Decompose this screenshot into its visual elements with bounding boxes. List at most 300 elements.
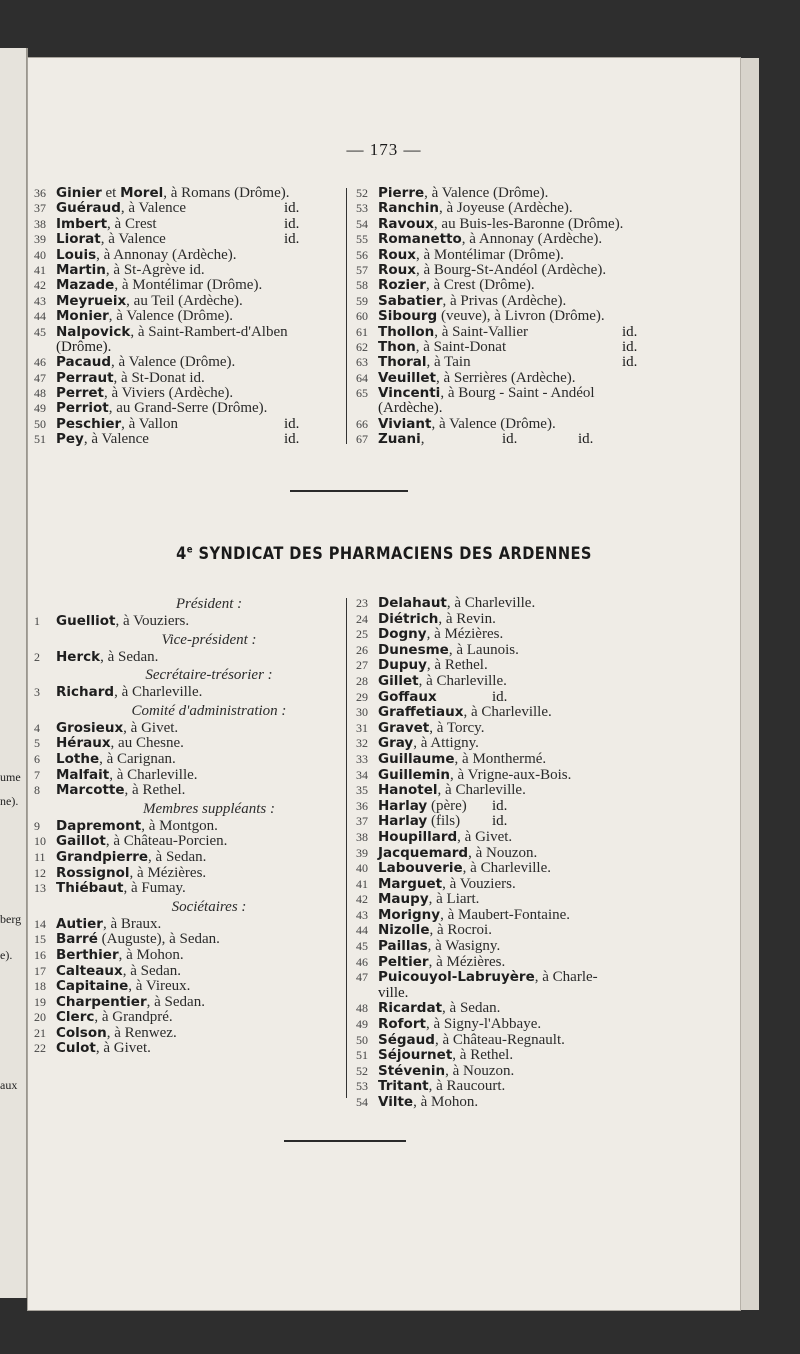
member-name: Paillas — [378, 938, 428, 955]
list-item — [356, 799, 736, 815]
member-location: , à Charleville. — [462, 860, 551, 877]
entry-number: 50 — [356, 1032, 368, 1047]
list-item — [34, 783, 344, 799]
list2-left-column — [34, 594, 344, 1057]
member-name: Thon — [378, 338, 416, 355]
ditto-mark: id. — [284, 215, 300, 232]
list-item — [356, 861, 736, 877]
member-location: , à Valence (Drôme). — [424, 185, 549, 201]
member-name: Tritant — [378, 1078, 429, 1095]
list-item — [356, 705, 736, 721]
member-location: , à Givet. — [123, 719, 179, 736]
member-location: , à Vouziers. — [442, 875, 516, 892]
member-location: , à Saint-Donat — [415, 338, 507, 355]
member-location: , à Attigny. — [413, 735, 479, 752]
member-location: , à Valence (Drôme). — [431, 415, 556, 432]
list-item — [356, 955, 736, 971]
member-location: , à Sedan. — [100, 648, 159, 665]
entry-number: 46 — [34, 355, 46, 370]
list-item — [34, 432, 356, 447]
member-name: Perraut — [56, 369, 114, 386]
list-item — [34, 995, 344, 1011]
member-name: Stévenin — [378, 1062, 446, 1079]
list-item — [34, 340, 356, 355]
list-item — [34, 278, 356, 293]
member-name: Romanetto — [378, 231, 462, 248]
member-location: , à Charleville. — [446, 595, 536, 611]
list-item — [34, 417, 356, 432]
ditto-mark: id. — [492, 813, 508, 830]
member-location: , à Charleville. — [463, 704, 552, 721]
list-item — [34, 650, 344, 666]
member-location: , à Revin. — [438, 610, 496, 627]
member-location: , à Mohon. — [413, 1094, 479, 1110]
entry-number: 36 — [34, 186, 46, 200]
entry-number: 44 — [34, 309, 46, 324]
ditto-mark: id. — [284, 431, 300, 448]
member-location: , à Rethel. — [452, 1047, 514, 1064]
entry-number: 30 — [356, 705, 368, 720]
list-item — [34, 401, 356, 416]
list-item — [356, 596, 736, 612]
list-item — [34, 721, 344, 737]
member-location: , — [420, 431, 425, 448]
entry-number: 43 — [34, 293, 46, 308]
entry-number: 51 — [34, 432, 46, 447]
list-item — [356, 1048, 736, 1064]
entry-number: 49 — [356, 1017, 368, 1032]
member-name: Peltier — [378, 953, 429, 970]
member-location: , à Romans (Drôme). — [163, 185, 290, 201]
member-name: Capitaine — [56, 978, 129, 995]
entry-number: 26 — [356, 642, 368, 657]
list-item — [356, 294, 736, 309]
page-edge — [740, 58, 759, 1310]
member-location: , à Bourg - Saint - Andéol — [440, 385, 595, 402]
entry-number: 42 — [34, 278, 46, 293]
member-name: Martin — [56, 261, 106, 278]
previous-page-edge — [0, 48, 28, 1298]
page-number: — 173 — — [346, 140, 422, 159]
list-item — [34, 294, 356, 309]
member-name: Nizolle — [378, 922, 430, 939]
member-role-heading: Président : — [175, 596, 243, 612]
entry-number: 48 — [34, 386, 46, 401]
member-name: Vincenti — [378, 385, 441, 402]
list-item — [34, 309, 356, 324]
entry-continuation: (Ardèche). — [378, 400, 443, 417]
member-name: Guelliot — [56, 613, 116, 629]
member-name: Marcotte — [56, 782, 125, 799]
member-location: , à Liart. — [428, 891, 480, 908]
entry-number: 28 — [356, 673, 368, 688]
entry-number: 48 — [356, 1001, 368, 1016]
member-location: , à Rocroi. — [429, 922, 492, 939]
member-location: , à Montgon. — [141, 817, 218, 834]
member-location: , à Sedan. — [122, 962, 182, 979]
entry-number: 54 — [356, 216, 368, 231]
member-name: Graffetiaux — [378, 704, 464, 721]
entry-number: 66 — [356, 416, 368, 431]
member-name: Morel — [120, 185, 164, 201]
member-name: Dupuy — [378, 657, 427, 674]
list-item — [356, 432, 736, 447]
member-location: , à Vallon — [121, 415, 178, 432]
member-location: , à Mézières. — [426, 626, 504, 643]
member-name: Hanotel — [378, 782, 438, 799]
entry-number: 22 — [34, 1041, 46, 1056]
entry-number: 44 — [356, 923, 368, 938]
list-item — [34, 1026, 344, 1042]
entry-number: 59 — [356, 293, 368, 308]
ditto-mark: id. — [492, 688, 508, 705]
member-name: Monier — [56, 308, 109, 325]
entry-number: 53 — [356, 201, 368, 216]
member-name: Puicouyol-Labruyère — [378, 969, 535, 986]
list-item — [356, 830, 736, 846]
member-location: , à Saint-Rambert-d'Alben — [130, 323, 288, 340]
list-item — [356, 355, 736, 370]
member-name: Héraux — [56, 735, 111, 752]
list-item — [356, 201, 736, 216]
member-location: (fils) — [427, 813, 461, 830]
ditto-mark: id. — [492, 797, 508, 814]
entry-number: 41 — [34, 262, 46, 277]
list-item — [356, 690, 736, 706]
member-name: Dogny — [378, 626, 427, 643]
member-name: Perret — [56, 385, 104, 402]
member-location: , à Annonay (Ardèche). — [96, 246, 237, 263]
entry-number: 63 — [356, 355, 368, 370]
entry-number: 21 — [34, 1025, 46, 1040]
member-name: Goffaux — [378, 688, 437, 705]
member-location: , à Joyeuse (Ardèche). — [438, 200, 573, 217]
member-location: , à Vouziers. — [115, 613, 190, 629]
member-name: Jacquemard — [378, 844, 469, 861]
member-location: , à Charleville. — [437, 782, 526, 799]
member-location: et — [101, 185, 121, 201]
member-location: (Auguste), à Sedan. — [97, 931, 220, 948]
member-name: Culot — [56, 1040, 96, 1057]
list-item — [356, 309, 736, 324]
member-location: , au Grand-Serre (Drôme). — [108, 400, 268, 417]
entry-number: 45 — [34, 324, 46, 339]
member-name: Zuani — [378, 431, 421, 448]
member-location: , à Monthermé. — [454, 750, 547, 767]
entry-number: 29 — [356, 689, 368, 704]
entry-number: 62 — [356, 339, 368, 354]
ditto-mark: id. — [284, 415, 300, 432]
list-item — [356, 278, 736, 293]
entry-continuation: (Drôme). — [56, 338, 112, 355]
ditto-mark: id. — [622, 354, 638, 371]
list-item — [356, 783, 736, 799]
entry-number: 54 — [356, 1095, 368, 1109]
entry-number: 47 — [356, 970, 368, 985]
entry-number: 37 — [34, 201, 46, 216]
member-name: Charpentier — [56, 993, 147, 1010]
member-name: Veuillet — [378, 369, 436, 386]
member-location: , à Vrigne-aux-Bois. — [450, 766, 572, 783]
member-name: Colson — [56, 1024, 107, 1041]
entry-number: 14 — [34, 916, 46, 931]
member-location: , à Givet. — [457, 828, 513, 845]
member-name: Pey — [56, 431, 84, 448]
entry-number: 7 — [34, 767, 40, 782]
member-name: Liorat — [56, 231, 101, 248]
member-location: , à Nouzon. — [445, 1062, 515, 1079]
list-item — [356, 186, 736, 201]
list-item — [34, 186, 356, 201]
member-name: Louis — [56, 246, 97, 263]
member-name: Dunesme — [378, 641, 449, 658]
member-name: Gaillot — [56, 833, 106, 850]
entry-number: 32 — [356, 736, 368, 751]
list-item — [356, 263, 736, 278]
list-item — [34, 371, 356, 386]
member-name: Gravet — [378, 719, 430, 736]
member-name: Roux — [378, 261, 416, 278]
entry-number: 65 — [356, 386, 368, 401]
entry-number: 11 — [34, 849, 46, 864]
member-location: , à Raucourt. — [428, 1078, 506, 1095]
member-location: , à Serrières (Ardèche). — [435, 369, 576, 386]
member-role-heading: Secrétaire-trésorier : — [145, 667, 273, 684]
member-location: , à Tain — [426, 354, 471, 371]
entry-number: 45 — [356, 939, 368, 954]
list-item — [356, 721, 736, 737]
ditto-mark: id. — [284, 231, 300, 248]
member-name: Harlay — [378, 813, 428, 830]
member-location: , au Teil (Ardèche). — [126, 292, 243, 309]
member-location: , à St-Donat id. — [113, 369, 205, 386]
entry-number: 9 — [34, 818, 40, 833]
list-item — [356, 674, 736, 690]
member-name: Grosieux — [56, 719, 124, 736]
member-name: Labouverie — [378, 860, 463, 877]
entry-number: 33 — [356, 751, 368, 766]
list-item — [34, 964, 344, 980]
member-name: Guéraud — [56, 200, 121, 217]
member-name: Ségaud — [378, 1031, 435, 1048]
member-name: Roux — [378, 246, 416, 263]
entry-number: 49 — [34, 401, 46, 416]
member-location: , à Carignan. — [99, 750, 176, 767]
member-location: , à Rethel. — [124, 782, 186, 799]
entry-number: 3 — [34, 685, 40, 700]
member-name: Nalpovick — [56, 323, 131, 340]
member-name: Gray — [378, 735, 414, 752]
list-item — [356, 658, 736, 674]
member-location: , à Bourg-St-Andéol (Ardèche). — [416, 261, 607, 278]
member-name: Diétrich — [378, 610, 439, 627]
member-name: Dapremont — [56, 817, 142, 834]
member-location: , à St-Agrève id. — [105, 261, 205, 278]
entry-number: 37 — [356, 814, 368, 829]
list-item — [34, 752, 344, 768]
member-name: Thollon — [378, 323, 435, 340]
entry-number: 61 — [356, 324, 368, 339]
member-location: , à Saint-Vallier — [434, 323, 528, 340]
entry-number: 57 — [356, 262, 368, 277]
member-name: Ginier — [56, 185, 102, 201]
member-name: Barré — [56, 931, 98, 948]
entry-number: 16 — [34, 947, 46, 962]
list-item — [356, 643, 736, 659]
list-item — [34, 386, 356, 401]
member-location: , à Givet. — [95, 1040, 151, 1057]
entry-number: 64 — [356, 370, 368, 385]
member-name: Sabatier — [378, 292, 443, 309]
entry-number: 36 — [356, 798, 368, 813]
member-name: Imbert — [56, 215, 108, 232]
column-divider — [346, 598, 347, 1098]
list-item — [356, 217, 736, 232]
member-location: , à Charleville. — [114, 684, 203, 701]
entry-number: 60 — [356, 309, 368, 324]
list-item — [34, 932, 344, 948]
member-name: Vilte — [378, 1094, 414, 1110]
entry-number: 52 — [356, 186, 368, 200]
list-item — [356, 752, 736, 768]
list-item — [34, 355, 356, 370]
entry-continuation: ville. — [378, 984, 409, 1001]
member-location: , à Crest (Drôme). — [425, 277, 535, 294]
member-location: (veuve), à Livron (Drôme). — [437, 308, 605, 325]
list-item — [356, 232, 736, 247]
member-location: , à Valence — [100, 231, 166, 248]
list1-right-column — [356, 186, 736, 448]
member-name: Rofort — [378, 1016, 426, 1033]
list-item — [356, 970, 736, 986]
member-location: , à Mézières. — [129, 864, 207, 881]
entry-number: 50 — [34, 416, 46, 431]
member-location: , à Valence — [83, 431, 149, 448]
member-name: Marguet — [378, 875, 443, 892]
member-location: , à Vireux. — [128, 978, 191, 995]
member-location: , à Viviers (Ardèche). — [103, 385, 234, 402]
member-name: Autier — [56, 915, 103, 932]
list-item — [34, 881, 344, 897]
list-item — [34, 217, 356, 232]
entry-number: 2 — [34, 649, 40, 664]
member-location: , à Valence (Drôme). — [108, 308, 234, 325]
member-name: Houpillard — [378, 828, 458, 845]
entry-number: 53 — [356, 1079, 368, 1094]
entry-number: 51 — [356, 1048, 368, 1063]
member-location: , à Signy-l'Abbaye. — [425, 1016, 542, 1033]
list-item — [34, 768, 344, 784]
entry-number: 6 — [34, 751, 40, 766]
list-item — [34, 834, 344, 850]
entry-number: 39 — [356, 845, 368, 860]
entry-number: 38 — [34, 216, 46, 231]
member-location: , à Charle- — [534, 969, 598, 986]
list-item — [34, 248, 356, 263]
list-item — [356, 846, 736, 862]
prev-page-fragment: ne). — [0, 794, 19, 808]
list-item — [356, 248, 736, 263]
list-item — [356, 386, 736, 401]
entry-number: 41 — [356, 876, 368, 891]
prev-page-fragment: berg — [0, 912, 22, 926]
ditto-mark: id. — [502, 431, 518, 448]
member-location: , à Charleville. — [418, 672, 507, 689]
entry-number: 10 — [34, 834, 46, 849]
member-name: Peschier — [56, 415, 122, 432]
list-item — [34, 1010, 344, 1026]
entry-number: 15 — [34, 932, 46, 947]
member-location: , à Privas (Ardèche). — [442, 292, 567, 309]
list-item — [356, 627, 736, 643]
entry-number: 5 — [34, 736, 40, 751]
list-item — [356, 1017, 736, 1033]
column-divider — [346, 188, 347, 444]
member-role-heading: Comité d'administration : — [131, 702, 287, 719]
list-item — [34, 866, 344, 882]
member-name: Lothe — [56, 750, 100, 767]
entry-number: 23 — [356, 596, 368, 610]
entry-number: 58 — [356, 278, 368, 293]
list-item — [356, 417, 736, 432]
member-location: , au Buis-les-Baronne (Drôme). — [433, 215, 624, 232]
entry-number: 43 — [356, 907, 368, 922]
member-name: Richard — [56, 684, 115, 701]
member-name: Delahaut — [378, 595, 447, 611]
member-location: , à Braux. — [102, 915, 162, 932]
list-item — [34, 263, 356, 278]
entry-number: 4 — [34, 720, 40, 735]
member-name: Rossignol — [56, 864, 130, 881]
entry-number: 35 — [356, 783, 368, 798]
member-location: , au Chesne. — [110, 735, 184, 752]
member-location: , à Montélimar (Drôme). — [114, 277, 263, 294]
list-item — [356, 325, 736, 340]
list-item — [356, 371, 736, 386]
member-name: Perriot — [56, 400, 109, 417]
member-location: , à Rethel. — [426, 657, 488, 674]
list-item — [356, 892, 736, 908]
member-name: Séjournet — [378, 1047, 453, 1064]
entry-number: 38 — [356, 829, 368, 844]
member-name: Maupy — [378, 891, 429, 908]
entry-number: 52 — [356, 1063, 368, 1078]
member-location: , à Wasigny. — [427, 938, 501, 955]
member-location: , à Château-Regnault. — [434, 1031, 565, 1048]
member-name: Morigny — [378, 906, 441, 923]
member-name: Guillaume — [378, 750, 455, 767]
list-item — [356, 814, 736, 830]
member-location: , à Sedan. — [148, 848, 207, 865]
member-location: , à Renwez. — [106, 1024, 177, 1041]
entry-number: 40 — [34, 247, 46, 262]
separator-rule — [284, 1140, 406, 1142]
list-item — [356, 401, 736, 416]
document-page — [28, 58, 740, 1310]
separator-rule — [290, 490, 408, 492]
member-location: , à Fumay. — [123, 880, 186, 897]
member-name: Calteaux — [56, 962, 123, 979]
ditto-mark: id. — [284, 200, 300, 217]
member-location: , à Sedan. — [146, 993, 205, 1010]
list-item — [356, 908, 736, 924]
section-title: 4e SYNDICAT DES PHARMACIENS DES ARDENNES — [176, 544, 592, 564]
entry-number: 27 — [356, 658, 368, 673]
list-item — [356, 612, 736, 628]
member-name: Grandpierre — [56, 848, 149, 865]
entry-number: 31 — [356, 720, 368, 735]
list1-left-column — [34, 186, 356, 448]
